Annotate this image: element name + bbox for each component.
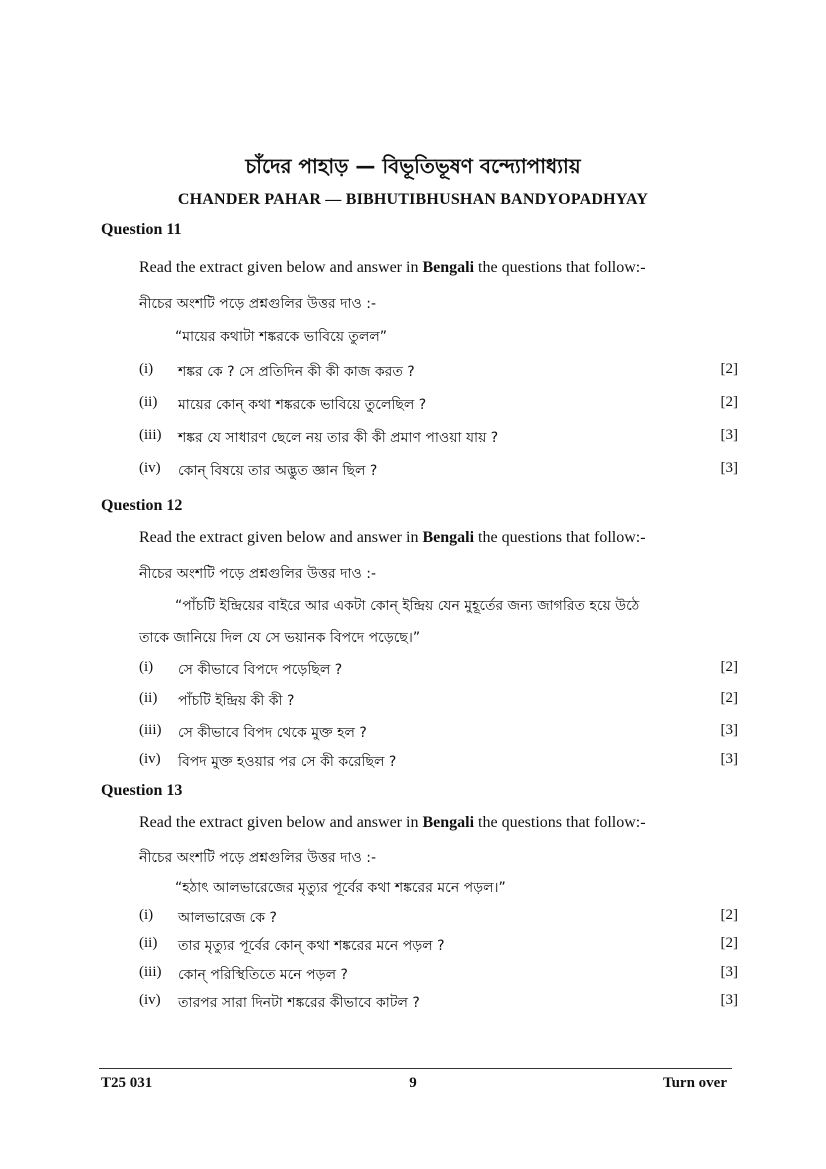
question-11-instruction-bengali: নীচের অংশটি পড়ে প্রশ্নগুলির উত্তর দাও :- [139,296,377,312]
question-12-instruction: Read the extract given below and answer in Bengali the questions that follow:- [139,529,646,546]
q11-item-marks: [2] [720,394,738,410]
q11-item-marks: [3] [720,427,738,443]
question-11-heading: Question 11 [101,221,182,238]
q11-item-text: কোন্ বিষয়ে তার অদ্ভুত জ্ঞান ছিল ? [178,463,378,479]
q11-item-text: শঙ্কর কে ? সে প্রতিদিন কী কী কাজ করত ? [178,364,415,380]
footer-turn-over: Turn over [662,1075,727,1091]
question-12-heading: Question 12 [101,497,183,514]
q11-item-number: (ii) [139,394,158,410]
q11-item-text: মায়ের কোন্ কথা শঙ্করকে ভাবিয়ে তুলেছিল ? [178,397,427,413]
q13-item-number: (i) [139,907,154,923]
q11-item-text: শঙ্কর যে সাধারণ ছেলে নয় তার কী কী প্রমাণ পাওয়া যায় ? [178,430,499,446]
q13-item-number: (iv) [139,992,161,1008]
q13-item-marks: [2] [720,907,738,923]
q11-item-number: (i) [139,361,154,377]
question-11-instruction: Read the extract given below and answer in Bengali the questions that follow:- [139,259,646,276]
q11-item-marks: [2] [720,361,738,377]
q12-item-marks: [3] [720,751,738,767]
question-12-extract-line-1: “পাঁচটি ইন্দ্রিয়ের বাইরে আর একটা কোন্ ইন্দ্রিয় যেন মুহূর্তের জন্য জাগরিত হয়ে উঠে [175,598,640,614]
question-12-instruction-bengali: নীচের অংশটি পড়ে প্রশ্নগুলির উত্তর দাও :- [139,566,377,582]
q12-item-number: (i) [139,659,154,675]
q11-item-marks: [3] [720,460,738,476]
footer-page-number: 9 [409,1075,417,1091]
q12-item-text: সে কীভাবে বিপদ থেকে মুক্ত হল ? [178,725,367,741]
q11-item-number: (iii) [139,427,162,443]
footer-paper-code: T25 031 [101,1075,153,1091]
q12-item-marks: [2] [720,659,738,675]
question-11-extract: “মায়ের কথাটা শঙ্করকে ভাবিয়ে তুলল” [175,329,388,345]
q11-item-number: (iv) [139,460,161,476]
title-bengali: চাঁদের পাহাড় — বিভূতিভূষণ বন্দ্যোপাধ্যায় [245,154,581,178]
q13-item-number: (ii) [139,935,158,951]
q12-item-text: বিপদ মুক্ত হওয়ার পর সে কী করেছিল ? [178,754,397,770]
q12-item-number: (iii) [139,722,162,738]
question-13-instruction: Read the extract given below and answer in Bengali the questions that follow:- [139,814,646,831]
q13-item-marks: [2] [720,935,738,951]
question-13-extract: “হঠাৎ আলভারেজের মৃত্যুর পূর্বের কথা শঙ্করের মনে পড়ল।” [175,880,506,896]
q13-item-number: (iii) [139,964,162,980]
q13-item-text: তার মৃত্যুর পূর্বের কোন্ কথা শঙ্করের মনে পড়ল ? [178,938,445,954]
q12-item-marks: [2] [720,690,738,706]
q13-item-text: আলভারেজ কে ? [178,910,277,926]
q13-item-marks: [3] [720,964,738,980]
footer-rule [99,1068,732,1069]
q12-item-text: সে কীভাবে বিপদে পড়েছিল ? [178,662,343,678]
q12-item-text: পাঁচটি ইন্দ্রিয় কী কী ? [178,693,295,709]
question-13-instruction-bengali: নীচের অংশটি পড়ে প্রশ্নগুলির উত্তর দাও :- [139,850,377,866]
title-english: CHANDER PAHAR — BIBHUTIBHUSHAN BANDYOPADHYAY [177,191,649,208]
q12-item-marks: [3] [720,722,738,738]
q12-item-number: (iv) [139,751,161,767]
q13-item-text: তারপর সারা দিনটা শঙ্করের কীভাবে কাটল ? [178,995,420,1011]
question-12-extract-line-2: তাকে জানিয়ে দিল যে সে ভয়ানক বিপদে পড়েছে।” [139,630,421,646]
q13-item-text: কোন্ পরিস্থিতিতে মনে পড়ল ? [178,967,348,983]
q13-item-marks: [3] [720,992,738,1008]
q12-item-number: (ii) [139,690,158,706]
question-13-heading: Question 13 [101,782,183,799]
